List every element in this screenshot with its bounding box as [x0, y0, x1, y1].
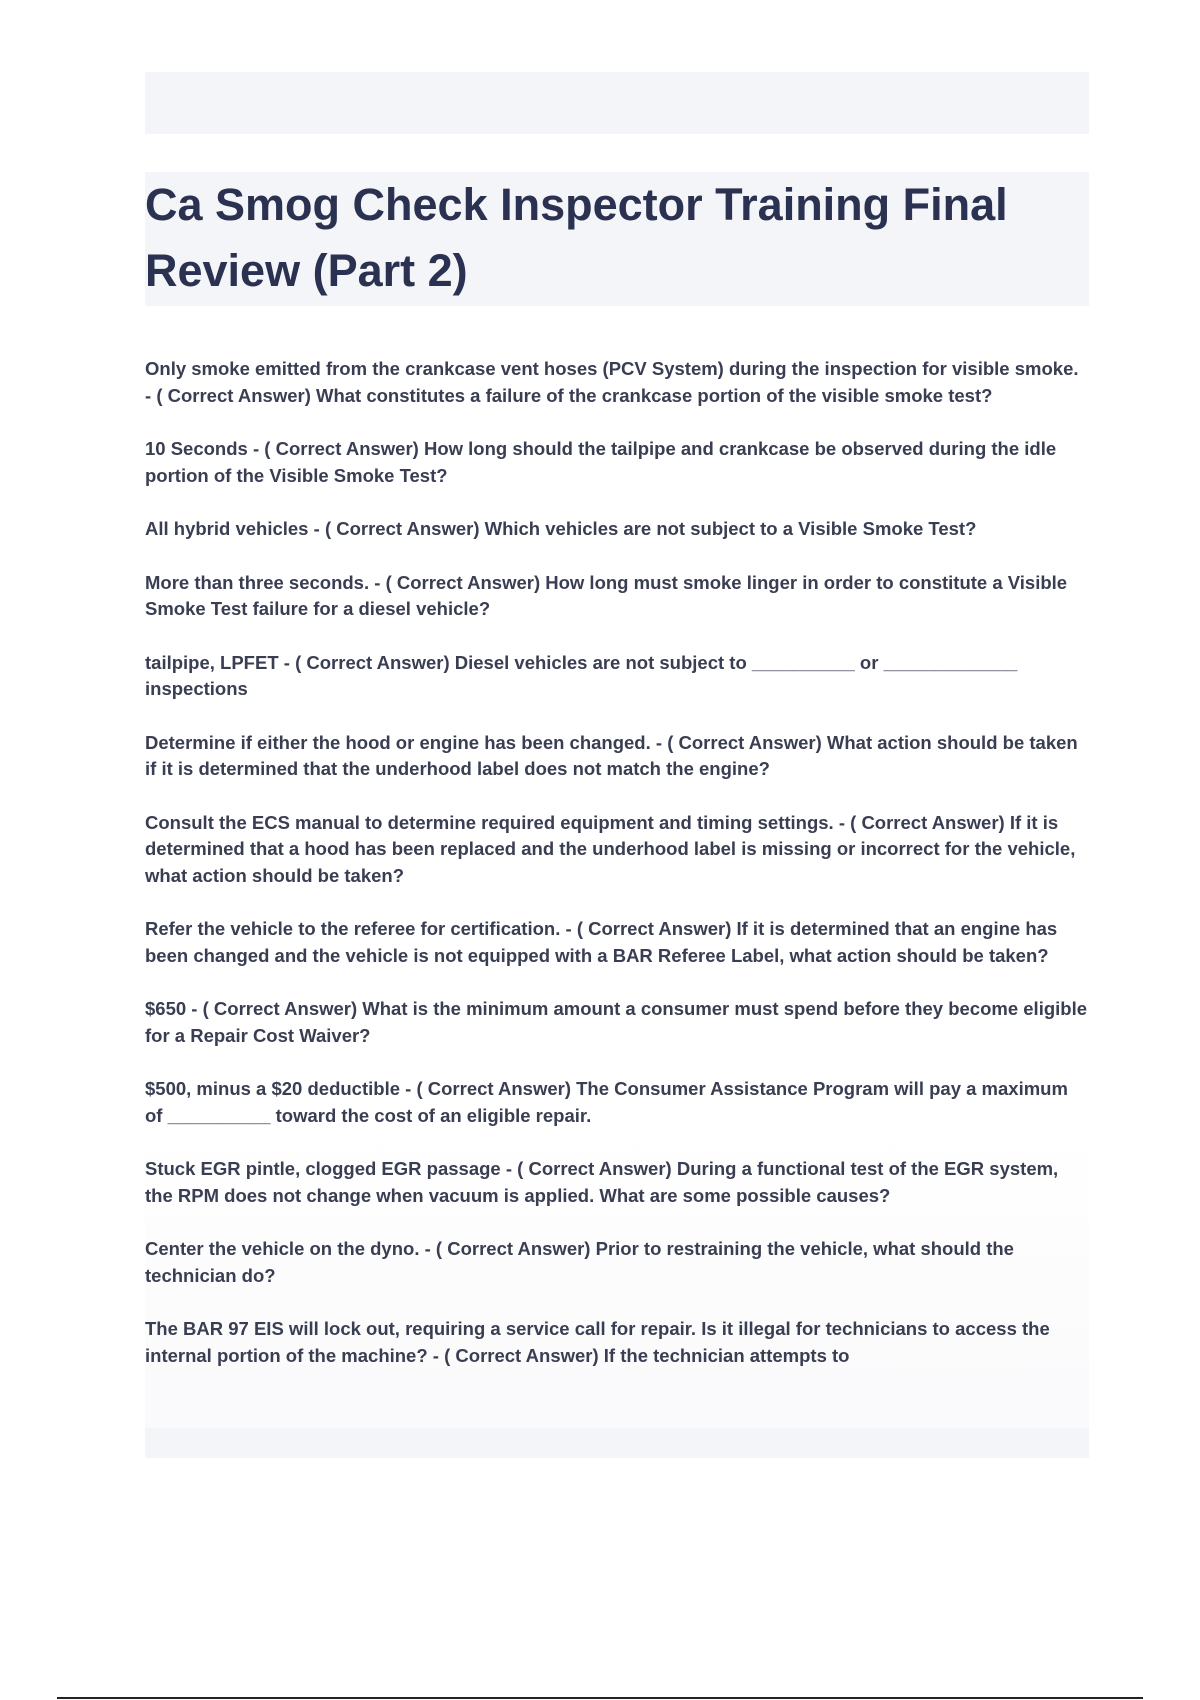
answer-text: Consult the ECS manual to determine required equipment and timing settings.	[145, 811, 834, 833]
qa-entry-5	[145, 650, 1089, 703]
answer-text: Stuck EGR pintle, clogged EGR passage	[145, 1158, 501, 1179]
qa-entry-12	[145, 1236, 1089, 1289]
qa-entry-9	[145, 996, 1089, 1049]
qa-entry-10	[145, 1076, 1089, 1129]
question-text: ( Correct Answer) How long must smoke linger in order to constitute a Visible Smoke Test failure for a diesel vehicle?	[145, 571, 1068, 619]
separator: -	[833, 811, 851, 833]
separator: -	[419, 1238, 436, 1259]
question-text: ( Correct Answer) The Consumer Assistance Program will pay a maximum of __________ toward the cost of an eligible repair.	[145, 1078, 1068, 1126]
qa-entry-8	[145, 916, 1089, 969]
title-block	[145, 172, 1089, 306]
answer-text: The BAR 97 EIS will lock out, requiring a service call for repair. Is it illegal for technicians to access the internal portion of the machine?	[145, 1318, 1050, 1366]
separator: -	[650, 731, 668, 753]
separator: -	[560, 918, 577, 939]
question-text: ( Correct Answer) If it is determined that an engine has been changed and the vehicle is not equipped with a BAR Referee Label, what action should be taken?	[145, 918, 1058, 966]
question-text: ( Correct Answer) If it is determined that a hood has been replaced and the underhood label is missing or incorrect for the vehicle, what action should be taken?	[145, 811, 1076, 886]
question-text: ( Correct Answer) Which vehicles are not subject to a Visible Smoke Test?	[324, 518, 977, 539]
qa-entry-4	[145, 570, 1089, 623]
question-text: ( Correct Answer) What constitutes a failure of the crankcase portion of the visible smoke test?	[156, 384, 993, 406]
page-bottom-rule	[57, 1697, 1143, 1699]
question-text: ( Correct Answer) During a functional test of the EGR system, the RPM does not change when vacuum is applied. What are some possible causes?	[145, 1158, 1059, 1206]
answer-text: Refer the vehicle to the referee for certification.	[145, 918, 561, 939]
answer-text: $500, minus a $20 deductible	[145, 1078, 400, 1099]
separator: -	[186, 998, 203, 1019]
separator: -	[308, 518, 325, 539]
question-text: ( Correct Answer) If the technician attempts to	[444, 1344, 850, 1366]
qa-entry-2	[145, 436, 1089, 489]
question-text: ( Correct Answer) Diesel vehicles are not subject to __________ or _____________ inspections	[145, 651, 1018, 699]
separator: -	[500, 1158, 518, 1179]
page-title: Ca Smog Check Inspector Training Final Review (Part 2)	[145, 179, 1008, 296]
footer-band	[145, 1428, 1089, 1458]
qa-entry-13	[145, 1316, 1089, 1369]
answer-text: $650	[145, 998, 187, 1019]
qa-entry-3	[145, 516, 1089, 543]
qa-entry-6	[145, 730, 1089, 783]
answer-text: More than three seconds.	[145, 571, 370, 593]
answer-text: tailpipe, LPFET	[145, 651, 279, 673]
answer-text: Only smoke emitted from the crankcase vent hoses (PCV System) during the inspection for visible smoke.	[145, 358, 1079, 379]
qa-list	[145, 356, 1089, 1458]
qa-entry-11	[145, 1156, 1089, 1209]
question-text: ( Correct Answer) Prior to restraining the vehicle, what should the technician do?	[145, 1238, 1014, 1286]
qa-entry-7	[145, 810, 1089, 890]
answer-text: All hybrid vehicles	[145, 518, 309, 539]
separator: -	[145, 384, 157, 406]
separator: -	[278, 651, 296, 673]
separator: -	[247, 438, 265, 459]
separator: -	[369, 571, 386, 593]
answer-text: 10 Seconds	[145, 438, 248, 459]
answer-text: Center the vehicle on the dyno.	[145, 1238, 420, 1259]
separator: -	[400, 1078, 417, 1099]
question-text: ( Correct Answer) What action should be taken if it is determined that the underhood label does not match the engine?	[145, 731, 1078, 779]
qa-entry-1	[145, 356, 1089, 409]
question-text: ( Correct Answer) How long should the tailpipe and crankcase be observed during the idle portion of the Visible Smoke Test?	[145, 438, 1057, 486]
separator: -	[427, 1344, 445, 1366]
header-band	[145, 72, 1089, 134]
question-text: ( Correct Answer) What is the minimum amount a consumer must spend before they become eligible for a Repair Cost Waiver?	[145, 998, 1088, 1046]
answer-text: Determine if either the hood or engine has been changed.	[145, 731, 651, 753]
